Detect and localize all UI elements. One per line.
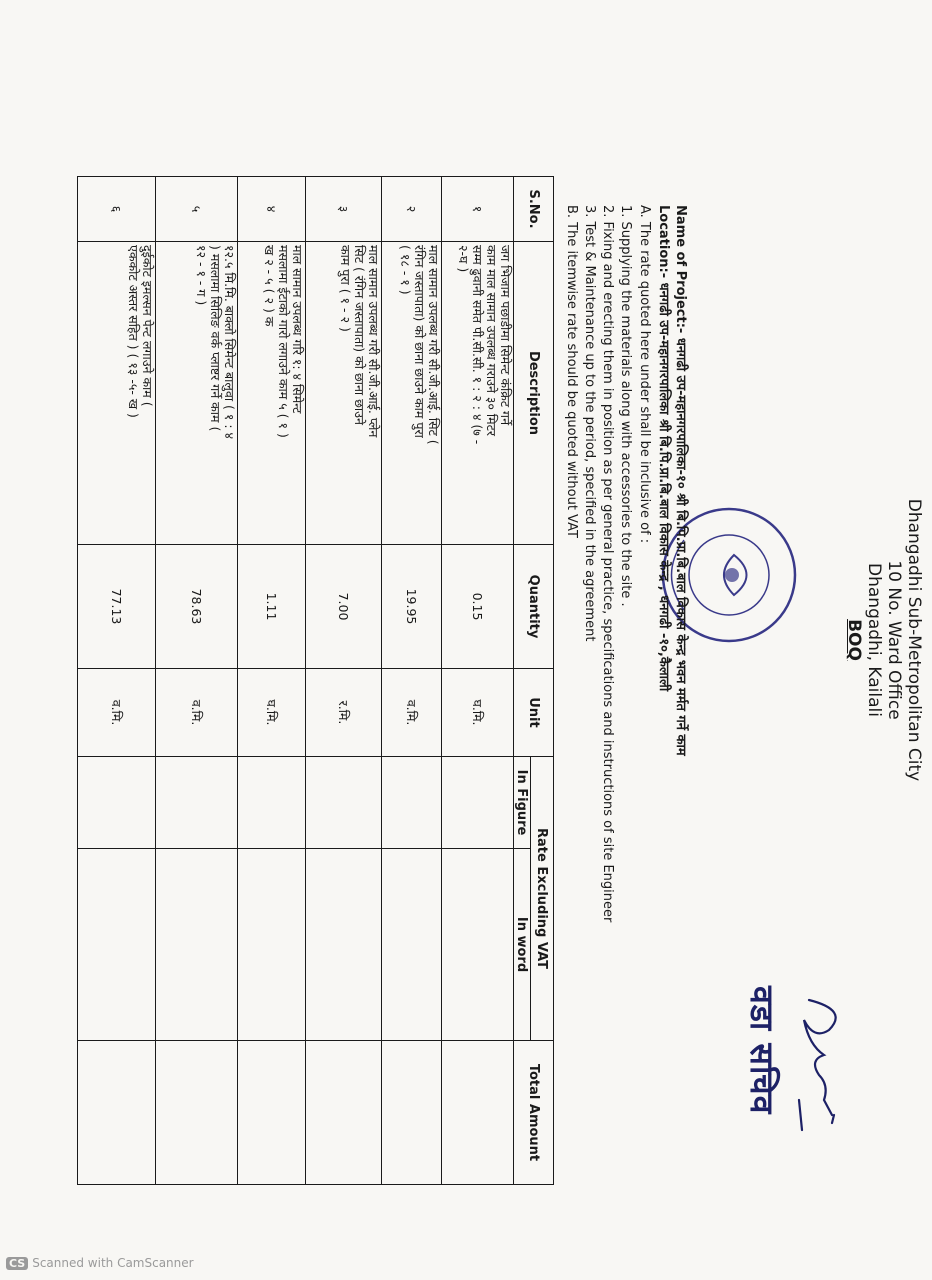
row-total	[382, 1041, 442, 1185]
boq-table	[77, 176, 554, 1185]
row-unit: र.मि.	[306, 669, 382, 757]
row-rate-word	[382, 849, 442, 1041]
row-description	[156, 242, 238, 545]
ward-office: 10 No. Ward Office	[884, 560, 904, 720]
vat-note: B. The itemwise rate should be quoted without VAT	[564, 205, 579, 538]
row-sno: २	[382, 177, 442, 242]
desc-line: सिट ( रंगिन जस्तापाता) को छाना छाउने	[352, 245, 367, 425]
row-quantity: 78.63	[156, 545, 238, 669]
row-rate-word	[78, 849, 156, 1041]
desc-line: सम्म ढुवानी समेत पी.सी.सी. १ : २ : ४ (७ -	[470, 245, 485, 445]
org-name: Dhangadhi Sub-Metropolitan City	[904, 498, 924, 782]
row-unit: घ.मि.	[442, 669, 514, 757]
desc-line: २-घ )	[456, 245, 471, 273]
row-quantity: 19.95	[382, 545, 442, 669]
row-description	[78, 242, 156, 545]
row-description	[306, 242, 382, 545]
header-total: Total Amount	[514, 1041, 554, 1185]
desc-line: जग भिजाम पछाडीमा सिमेन्ट कंक्रिट गर्ने	[498, 245, 513, 426]
desc-line: काम पुरा ( १ - २ )	[338, 245, 353, 332]
row-quantity: 1.11	[238, 545, 306, 669]
camscanner-logo-icon: CS	[6, 1257, 28, 1270]
row-total	[442, 1041, 514, 1185]
table-row	[156, 177, 238, 1185]
row-rate-word	[238, 849, 306, 1041]
doc-type-title: BOQ	[844, 619, 864, 661]
table-row	[238, 177, 306, 1185]
row-total	[78, 1041, 156, 1185]
row-sno: ६	[78, 177, 156, 242]
row-rate-figure	[78, 757, 156, 849]
row-sno: ४	[238, 177, 306, 242]
conditions-intro: A. The rate quoted here under shall be inclusive of :	[637, 205, 652, 544]
header-description: Description	[514, 242, 554, 545]
desc-line: रंगिन जस्तापाता) को छाना छाउने काम पुरा	[412, 245, 427, 438]
row-rate-figure	[306, 757, 382, 849]
condition-item-3: 3. Test & Maintenance up to the period, specified in the agreement	[582, 205, 597, 642]
place-name: Dhangadhi, Kailali	[864, 563, 884, 717]
header-in-figure: In Figure	[514, 757, 531, 849]
row-rate-figure	[382, 757, 442, 849]
table-header-row	[531, 177, 554, 1185]
row-quantity: 77.13	[78, 545, 156, 669]
table-row	[306, 177, 382, 1185]
project-location: Location:- धनगढी उप-महानगरपालिका श्री बि.पि.प्रा.बि.बाल विकास केन्द्र , धनगढी -१०,कैलाली	[656, 205, 671, 692]
row-sno: ३	[306, 177, 382, 242]
row-total	[238, 1041, 306, 1185]
row-rate-figure	[156, 757, 238, 849]
signatory-title: वडा सचिव	[743, 986, 781, 1115]
row-description	[238, 242, 306, 545]
row-rate-word	[306, 849, 382, 1041]
desc-line: ) मसलामा सिलिङ वर्क प्लाष्टर गर्ने काम (	[208, 245, 223, 432]
row-unit: व.मि.	[78, 669, 156, 757]
condition-item-1: 1. Supplying the materials along with accessories to the site .	[618, 205, 633, 607]
desc-line: काम माल सामान उपलब्ध गराउने ३० मिटर	[484, 245, 499, 437]
desc-line: मसलामा ईटाको गारो लगाउने काम ५ ( १ )	[276, 245, 291, 438]
header-unit: Unit	[514, 669, 554, 757]
desc-line: माल सामान उपलब्ध गरी सी.जी.आई. सिट (	[426, 245, 441, 445]
row-quantity: 0.15	[442, 545, 514, 669]
row-total	[156, 1041, 238, 1185]
desc-line: एककोट अस्तर सहित ) ( १३ -५- ख )	[126, 245, 141, 418]
scanner-text: Scanned with CamScanner	[32, 1256, 194, 1270]
header-in-word: In word	[514, 849, 531, 1041]
header-rate: Rate Excluding VAT	[531, 757, 554, 1041]
desc-line: माल सामान उपलब्ध गरि १: ४ सिमेन्ट	[290, 245, 305, 414]
table-row	[382, 177, 442, 1185]
row-description	[442, 242, 514, 545]
desc-line: माल सामान उपलब्ध गरी सी.जी.आई. प्लेन	[366, 245, 381, 438]
row-sno: १	[442, 177, 514, 242]
header-quantity: Quantity	[514, 545, 554, 669]
project-name: Name of Project:- धनगढी उप-महानगरपालिका-१० श्री बि.पि.प्रा.बि.बाल विकास केन्द्र भवन मर्मत गर्ने काम	[673, 205, 688, 756]
row-description	[382, 242, 442, 545]
signature-mark	[784, 990, 854, 1140]
desc-line: ( १८ - १ )	[398, 245, 413, 295]
row-quantity: 7.00	[306, 545, 382, 669]
condition-item-2: 2. Fixing and erecting them in position as per general practice, specifications and instructions of site Engineer	[600, 205, 615, 923]
table-row	[442, 177, 514, 1185]
header-sno: S.No.	[514, 177, 554, 242]
row-unit: व.मि.	[156, 669, 238, 757]
table-row	[78, 177, 156, 1185]
desc-line: दुईकोट इमल्सन पेन्ट लगाउने काम (	[140, 245, 155, 407]
row-total	[306, 1041, 382, 1185]
row-unit: व.मि.	[382, 669, 442, 757]
row-rate-figure	[238, 757, 306, 849]
scanner-watermark	[6, 1256, 194, 1270]
row-rate-word	[156, 849, 238, 1041]
desc-line: १२ - १ - ग )	[194, 245, 209, 306]
row-unit: घ.मि.	[238, 669, 306, 757]
row-rate-figure	[442, 757, 514, 849]
desc-line: ख २ - ५ ( २ ) क	[262, 245, 277, 327]
row-rate-word	[442, 849, 514, 1041]
desc-line: १२.५ मि.मि. बाक्लो सिमेन्ट बालुवा ( १ : ४	[222, 245, 237, 440]
row-sno: ५	[156, 177, 238, 242]
